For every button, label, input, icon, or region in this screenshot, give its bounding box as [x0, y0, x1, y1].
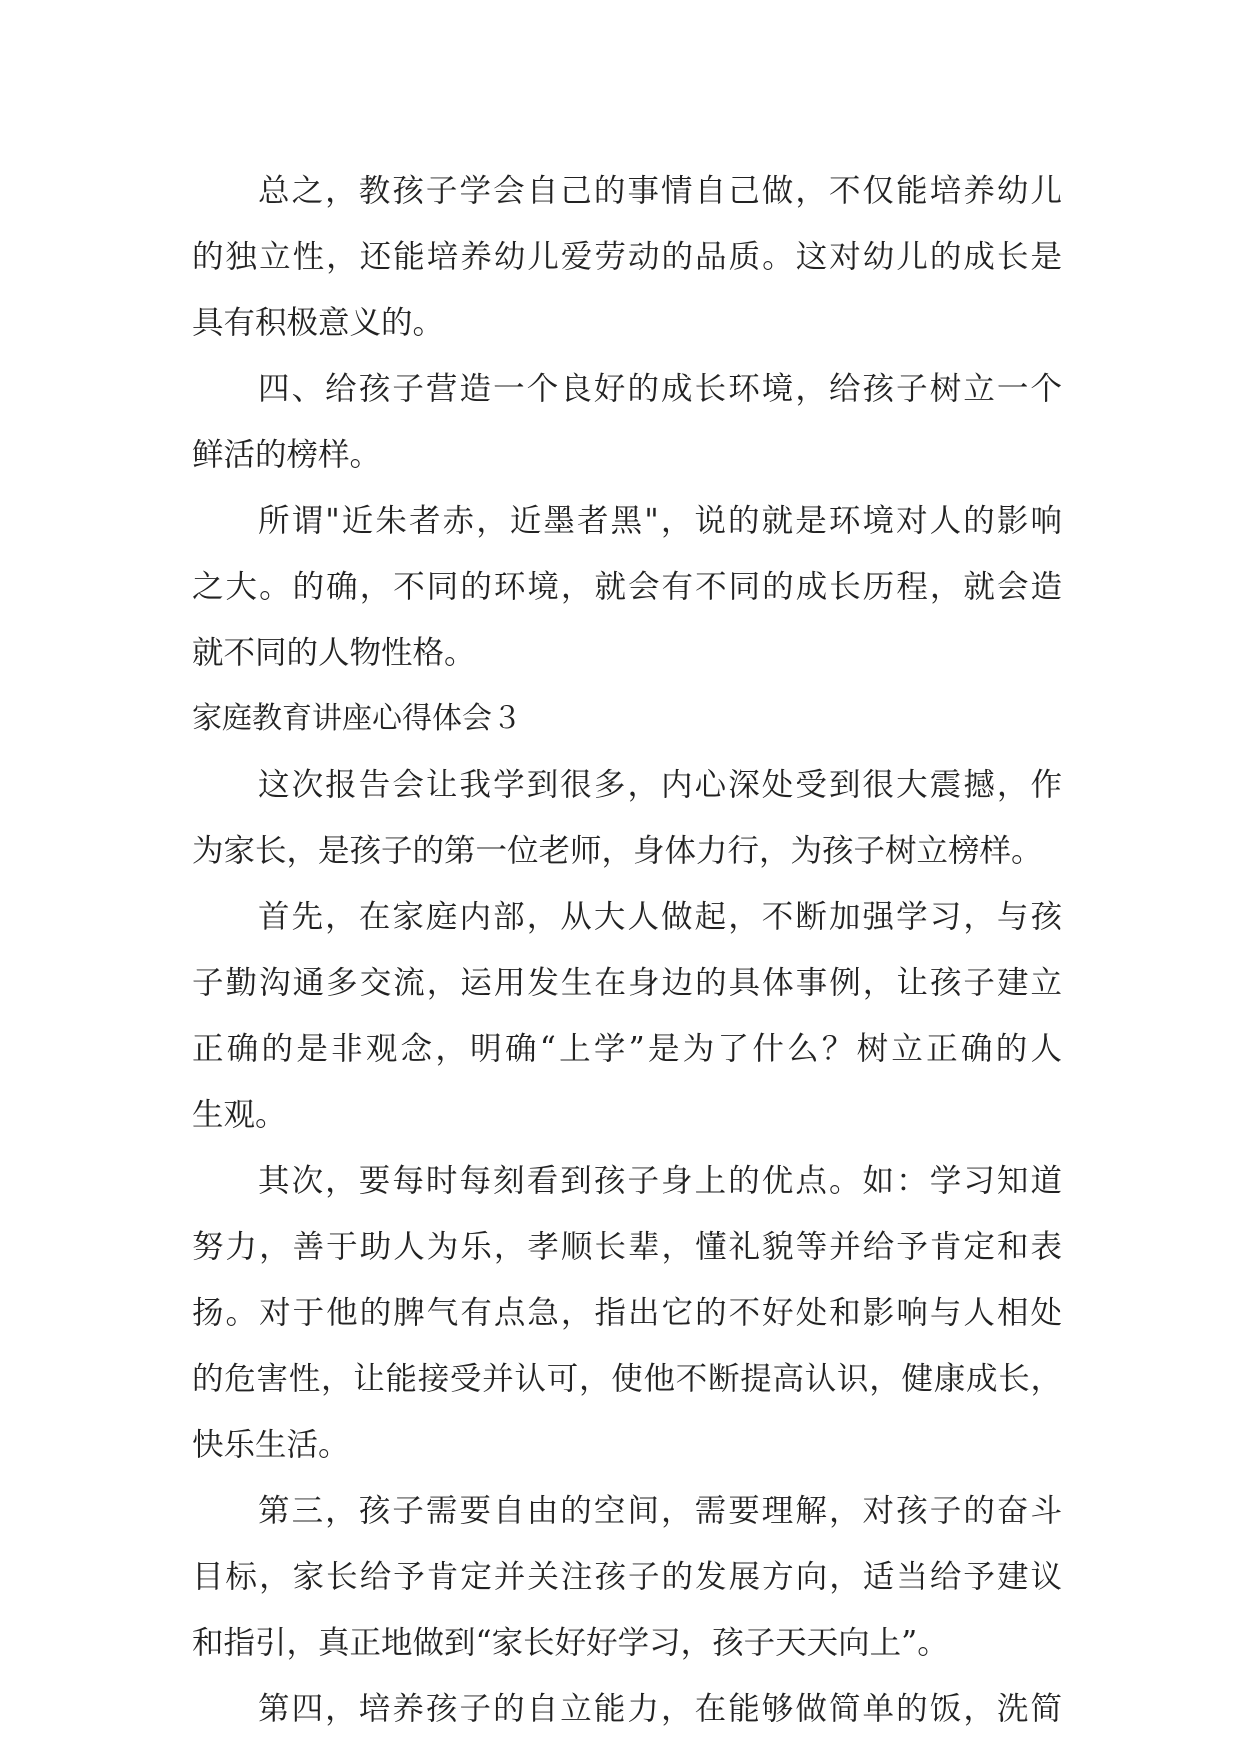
- text-line: 鲜活的榜样。: [192, 437, 382, 473]
- section-title: 家庭教育讲座心得体会３: [192, 701, 522, 736]
- text-line: 的独立性，还能培养幼儿爱劳动的品质。这对幼儿的成长是: [192, 239, 1062, 275]
- text-line: 和指引，真正地做到“家长好好学习，孩子天天向上”。: [192, 1625, 949, 1661]
- text-line: 首先，在家庭内部，从大人做起，不断加强学习，与孩: [258, 899, 1062, 935]
- text-line: 子勤沟通多交流，运用发生在身边的具体事例，让孩子建立: [192, 965, 1062, 1001]
- text-line: 之大。的确，不同的环境，就会有不同的成长历程，就会造: [192, 569, 1062, 605]
- text-line: 扬。对于他的脾气有点急，指出它的不好处和影响与人相处: [192, 1295, 1062, 1331]
- document-body: [192, 158, 1062, 1742]
- text-line: 努力，善于助人为乐，孝顺长辈，懂礼貌等并给予肯定和表: [192, 1229, 1062, 1265]
- text-line: 正确的是非观念，明确“上学”是为了什么？树立正确的人: [192, 1031, 1062, 1067]
- text-line: 第四，培养孩子的自立能力，在能够做简单的饭，洗简: [258, 1691, 1062, 1727]
- text-line: 总之，教孩子学会自己的事情自己做，不仅能培养幼儿: [258, 173, 1062, 209]
- text-line: 的危害性，让能接受并认可，使他不断提高认识，健康成长，: [192, 1361, 1062, 1397]
- text-line: 四、给孩子营造一个良好的成长环境，给孩子树立一个: [258, 371, 1062, 407]
- text-line: 就不同的人物性格。: [192, 635, 476, 671]
- text-line: 快乐生活。: [192, 1427, 350, 1463]
- text-line: 这次报告会让我学到很多，内心深处受到很大震撼，作: [258, 767, 1062, 803]
- text-line: 为家长，是孩子的第一位老师，身体力行，为孩子树立榜样。: [192, 833, 1043, 869]
- text-line: 第三，孩子需要自由的空间，需要理解，对孩子的奋斗: [258, 1493, 1062, 1529]
- text-line: 具有积极意义的。: [192, 305, 445, 341]
- text-line: 所谓"近朱者赤，近墨者黑"，说的就是环境对人的影响: [258, 503, 1062, 539]
- text-line: 生观。: [192, 1097, 287, 1133]
- text-line: 目标，家长给予肯定并关注孩子的发展方向，适当给予建议: [192, 1559, 1062, 1595]
- text-line: 其次，要每时每刻看到孩子身上的优点。如：学习知道: [258, 1163, 1062, 1199]
